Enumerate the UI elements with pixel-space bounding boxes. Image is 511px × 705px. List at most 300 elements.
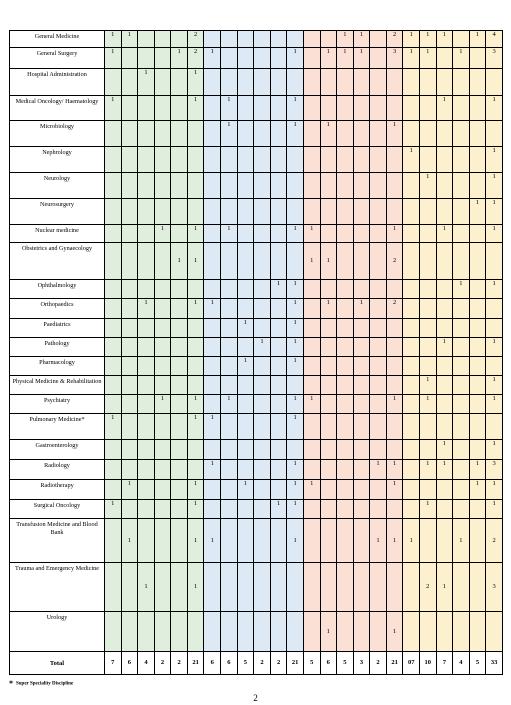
count-cell: 1 bbox=[436, 96, 453, 121]
table-row bbox=[10, 69, 503, 96]
count-cell: 1 bbox=[419, 376, 436, 395]
count-cell bbox=[154, 173, 171, 199]
count-cell bbox=[154, 280, 171, 299]
count-cell bbox=[337, 199, 354, 225]
count-cell bbox=[436, 199, 453, 225]
count-cell bbox=[403, 280, 420, 299]
count-cell bbox=[436, 357, 453, 376]
count-cell: 1 bbox=[386, 225, 403, 243]
count-cell bbox=[436, 319, 453, 338]
discipline-name: Gastroenterology bbox=[10, 440, 105, 460]
discipline-name: Transfusion Medicine and Blood Bank bbox=[10, 519, 105, 563]
count-cell bbox=[403, 480, 420, 500]
count-cell bbox=[453, 121, 470, 147]
count-cell bbox=[154, 460, 171, 480]
count-cell bbox=[171, 357, 188, 376]
count-cell bbox=[353, 357, 370, 376]
count-cell bbox=[370, 563, 387, 612]
count-cell bbox=[204, 376, 221, 395]
count-cell bbox=[287, 31, 304, 48]
count-cell bbox=[254, 440, 271, 460]
count-cell bbox=[469, 299, 486, 319]
count-cell bbox=[370, 147, 387, 173]
count-cell bbox=[386, 338, 403, 357]
footnote-star: * bbox=[9, 679, 13, 688]
count-cell: 1 bbox=[187, 500, 204, 519]
count-cell bbox=[386, 376, 403, 395]
count-cell bbox=[221, 440, 238, 460]
count-cell bbox=[469, 319, 486, 338]
count-cell bbox=[337, 480, 354, 500]
count-cell: 2 bbox=[386, 243, 403, 280]
count-cell: 1 bbox=[187, 480, 204, 500]
count-cell: 1 bbox=[436, 563, 453, 612]
count-cell: 1 bbox=[436, 460, 453, 480]
count-cell bbox=[353, 395, 370, 414]
count-cell bbox=[187, 460, 204, 480]
count-cell bbox=[303, 338, 320, 357]
count-cell bbox=[353, 440, 370, 460]
count-cell: 1 bbox=[204, 299, 221, 319]
count-cell bbox=[469, 563, 486, 612]
discipline-name: Psychiatry bbox=[10, 395, 105, 414]
count-cell: 1 bbox=[221, 96, 238, 121]
footnote-text: Super Speciality Discipline bbox=[16, 681, 74, 687]
count-cell bbox=[453, 480, 470, 500]
count-cell: 1 bbox=[154, 225, 171, 243]
count-cell bbox=[320, 414, 337, 440]
table-row bbox=[10, 338, 503, 357]
total-cell: 7 bbox=[436, 652, 453, 675]
count-cell bbox=[171, 199, 188, 225]
count-cell bbox=[469, 519, 486, 563]
count-cell bbox=[270, 199, 287, 225]
count-cell: 1 bbox=[287, 96, 304, 121]
count-cell bbox=[154, 69, 171, 96]
count-cell: 3 bbox=[486, 563, 503, 612]
count-cell bbox=[121, 173, 138, 199]
count-cell bbox=[453, 376, 470, 395]
total-cell: 2 bbox=[254, 652, 271, 675]
count-cell bbox=[403, 395, 420, 414]
count-cell: 1 bbox=[254, 338, 271, 357]
count-cell bbox=[436, 147, 453, 173]
count-cell bbox=[138, 440, 155, 460]
count-cell bbox=[303, 147, 320, 173]
count-cell bbox=[254, 460, 271, 480]
count-cell bbox=[486, 414, 503, 440]
count-cell bbox=[320, 376, 337, 395]
count-cell: 1 bbox=[419, 395, 436, 414]
count-cell bbox=[287, 173, 304, 199]
count-cell bbox=[320, 440, 337, 460]
table-row bbox=[10, 96, 503, 121]
count-cell: 1 bbox=[419, 31, 436, 48]
count-cell: 1 bbox=[353, 31, 370, 48]
count-cell bbox=[171, 121, 188, 147]
count-cell bbox=[221, 460, 238, 480]
count-cell bbox=[237, 563, 254, 612]
count-cell bbox=[486, 299, 503, 319]
count-cell bbox=[171, 69, 188, 96]
count-cell: 1 bbox=[386, 460, 403, 480]
count-cell bbox=[121, 48, 138, 69]
total-cell: 2 bbox=[171, 652, 188, 675]
count-cell: 1 bbox=[320, 612, 337, 652]
count-cell bbox=[105, 199, 122, 225]
count-cell bbox=[419, 121, 436, 147]
count-cell: 2 bbox=[386, 31, 403, 48]
count-cell bbox=[370, 414, 387, 440]
count-cell: 1 bbox=[187, 414, 204, 440]
count-cell: 1 bbox=[204, 460, 221, 480]
count-cell bbox=[419, 243, 436, 280]
count-cell: 1 bbox=[486, 395, 503, 414]
count-cell bbox=[204, 319, 221, 338]
count-cell bbox=[303, 199, 320, 225]
count-cell: 1 bbox=[486, 147, 503, 173]
count-cell bbox=[353, 199, 370, 225]
count-cell: 1 bbox=[187, 395, 204, 414]
count-cell bbox=[469, 440, 486, 460]
count-cell bbox=[419, 440, 436, 460]
count-cell: 1 bbox=[121, 519, 138, 563]
count-cell bbox=[303, 173, 320, 199]
count-cell bbox=[270, 147, 287, 173]
count-cell bbox=[469, 243, 486, 280]
table-row bbox=[10, 414, 503, 440]
count-cell bbox=[419, 299, 436, 319]
count-cell: 1 bbox=[469, 460, 486, 480]
count-cell bbox=[337, 440, 354, 460]
count-cell bbox=[453, 395, 470, 414]
count-cell: 1 bbox=[303, 395, 320, 414]
count-cell bbox=[105, 612, 122, 652]
discipline-name: Microbiology bbox=[10, 121, 105, 147]
count-cell bbox=[303, 612, 320, 652]
count-cell bbox=[270, 563, 287, 612]
count-cell bbox=[187, 121, 204, 147]
count-cell bbox=[337, 243, 354, 280]
discipline-name: Surgical Oncology bbox=[10, 500, 105, 519]
count-cell bbox=[436, 612, 453, 652]
count-cell bbox=[287, 243, 304, 280]
total-cell: 2 bbox=[154, 652, 171, 675]
count-cell: 1 bbox=[386, 612, 403, 652]
count-cell: 1 bbox=[320, 121, 337, 147]
count-cell bbox=[138, 414, 155, 440]
count-cell bbox=[270, 338, 287, 357]
count-cell bbox=[138, 48, 155, 69]
count-cell: 1 bbox=[204, 519, 221, 563]
count-cell bbox=[337, 414, 354, 440]
count-cell bbox=[138, 612, 155, 652]
count-cell bbox=[453, 31, 470, 48]
count-cell bbox=[221, 48, 238, 69]
count-cell: 1 bbox=[436, 31, 453, 48]
table-row bbox=[10, 440, 503, 460]
count-cell bbox=[453, 96, 470, 121]
count-cell bbox=[121, 243, 138, 280]
count-cell bbox=[353, 500, 370, 519]
count-cell bbox=[337, 519, 354, 563]
count-cell bbox=[469, 357, 486, 376]
count-cell bbox=[154, 338, 171, 357]
count-cell bbox=[403, 460, 420, 480]
count-cell bbox=[403, 96, 420, 121]
discipline-name: Nephrology bbox=[10, 147, 105, 173]
count-cell: 1 bbox=[270, 280, 287, 299]
count-cell bbox=[303, 121, 320, 147]
count-cell bbox=[204, 173, 221, 199]
count-cell bbox=[154, 31, 171, 48]
count-cell bbox=[436, 173, 453, 199]
count-cell bbox=[171, 96, 188, 121]
count-cell: 1 bbox=[138, 299, 155, 319]
discipline-name: Paediatrics bbox=[10, 319, 105, 338]
count-cell bbox=[403, 121, 420, 147]
count-cell bbox=[287, 563, 304, 612]
table-row bbox=[10, 319, 503, 338]
discipline-name: Neurosurgery bbox=[10, 199, 105, 225]
count-cell bbox=[353, 414, 370, 440]
count-cell bbox=[204, 147, 221, 173]
count-cell bbox=[187, 357, 204, 376]
count-cell bbox=[121, 395, 138, 414]
count-cell bbox=[370, 612, 387, 652]
count-cell bbox=[320, 519, 337, 563]
count-cell bbox=[370, 299, 387, 319]
count-cell bbox=[320, 225, 337, 243]
count-cell bbox=[403, 563, 420, 612]
count-cell: 1 bbox=[287, 225, 304, 243]
total-cell: 10 bbox=[419, 652, 436, 675]
table-row bbox=[10, 31, 503, 48]
count-cell: 1 bbox=[486, 225, 503, 243]
count-cell bbox=[486, 243, 503, 280]
count-cell: 1 bbox=[486, 338, 503, 357]
count-cell: 1 bbox=[386, 480, 403, 500]
count-cell bbox=[187, 376, 204, 395]
count-cell bbox=[403, 299, 420, 319]
count-cell bbox=[221, 69, 238, 96]
count-cell bbox=[270, 319, 287, 338]
count-cell: 1 bbox=[187, 243, 204, 280]
count-cell bbox=[469, 173, 486, 199]
count-cell bbox=[370, 31, 387, 48]
total-cell: 5 bbox=[469, 652, 486, 675]
table-row bbox=[10, 519, 503, 563]
count-cell bbox=[320, 69, 337, 96]
count-cell bbox=[320, 319, 337, 338]
count-cell bbox=[469, 147, 486, 173]
count-cell bbox=[121, 225, 138, 243]
count-cell bbox=[221, 414, 238, 440]
count-cell: 1 bbox=[436, 440, 453, 460]
count-cell bbox=[105, 357, 122, 376]
count-cell bbox=[453, 299, 470, 319]
count-cell bbox=[403, 376, 420, 395]
count-cell bbox=[254, 612, 271, 652]
count-cell: 1 bbox=[121, 480, 138, 500]
count-cell bbox=[436, 48, 453, 69]
count-cell bbox=[204, 31, 221, 48]
count-cell: 1 bbox=[187, 69, 204, 96]
count-cell bbox=[171, 460, 188, 480]
count-cell bbox=[187, 199, 204, 225]
count-cell bbox=[337, 563, 354, 612]
count-cell bbox=[254, 395, 271, 414]
count-cell bbox=[270, 395, 287, 414]
count-cell bbox=[154, 243, 171, 280]
count-cell bbox=[105, 319, 122, 338]
count-cell bbox=[254, 199, 271, 225]
count-cell: 1 bbox=[436, 338, 453, 357]
count-cell bbox=[237, 173, 254, 199]
count-cell bbox=[221, 376, 238, 395]
count-cell bbox=[171, 31, 188, 48]
count-cell bbox=[171, 280, 188, 299]
count-cell bbox=[303, 357, 320, 376]
count-cell: 1 bbox=[303, 480, 320, 500]
count-cell bbox=[453, 243, 470, 280]
count-cell bbox=[171, 612, 188, 652]
count-cell: 2 bbox=[419, 563, 436, 612]
count-cell bbox=[386, 280, 403, 299]
count-cell bbox=[419, 280, 436, 299]
count-cell bbox=[154, 414, 171, 440]
count-cell bbox=[337, 280, 354, 299]
count-cell bbox=[138, 280, 155, 299]
count-cell bbox=[353, 612, 370, 652]
count-cell: 1 bbox=[187, 225, 204, 243]
count-cell bbox=[138, 376, 155, 395]
count-cell bbox=[403, 500, 420, 519]
count-cell bbox=[204, 225, 221, 243]
count-cell: 1 bbox=[386, 395, 403, 414]
count-cell bbox=[436, 414, 453, 440]
count-cell bbox=[138, 31, 155, 48]
count-cell bbox=[337, 69, 354, 96]
count-cell bbox=[270, 48, 287, 69]
count-cell bbox=[121, 299, 138, 319]
count-cell bbox=[320, 147, 337, 173]
count-cell bbox=[386, 69, 403, 96]
count-cell bbox=[138, 199, 155, 225]
count-cell bbox=[187, 319, 204, 338]
count-cell bbox=[353, 96, 370, 121]
count-cell bbox=[221, 319, 238, 338]
count-cell bbox=[254, 500, 271, 519]
count-cell bbox=[171, 563, 188, 612]
count-cell: 1 bbox=[204, 48, 221, 69]
count-cell bbox=[270, 440, 287, 460]
count-cell bbox=[171, 147, 188, 173]
count-cell: 1 bbox=[287, 319, 304, 338]
count-cell bbox=[121, 414, 138, 440]
discipline-name: Hospital Administration bbox=[10, 69, 105, 96]
total-cell: 5 bbox=[303, 652, 320, 675]
count-cell bbox=[221, 519, 238, 563]
count-cell: 1 bbox=[105, 500, 122, 519]
count-cell: 1 bbox=[287, 48, 304, 69]
count-cell: 1 bbox=[287, 280, 304, 299]
count-cell: 1 bbox=[287, 414, 304, 440]
count-cell bbox=[138, 395, 155, 414]
count-cell bbox=[303, 563, 320, 612]
count-cell bbox=[121, 563, 138, 612]
count-cell bbox=[254, 225, 271, 243]
count-cell bbox=[303, 500, 320, 519]
total-row bbox=[10, 652, 503, 675]
count-cell bbox=[403, 319, 420, 338]
table-row bbox=[10, 612, 503, 652]
count-cell bbox=[337, 96, 354, 121]
count-cell bbox=[287, 376, 304, 395]
count-cell bbox=[320, 460, 337, 480]
count-cell bbox=[237, 500, 254, 519]
count-cell: 1 bbox=[469, 199, 486, 225]
count-cell: 1 bbox=[105, 31, 122, 48]
count-cell: 1 bbox=[320, 48, 337, 69]
count-cell bbox=[204, 243, 221, 280]
table-row bbox=[10, 395, 503, 414]
count-cell bbox=[237, 395, 254, 414]
count-cell bbox=[121, 460, 138, 480]
count-cell bbox=[237, 519, 254, 563]
table-row bbox=[10, 480, 503, 500]
count-cell bbox=[237, 225, 254, 243]
count-cell: 1 bbox=[337, 31, 354, 48]
count-cell bbox=[337, 121, 354, 147]
count-cell bbox=[370, 376, 387, 395]
count-cell: 1 bbox=[287, 395, 304, 414]
count-cell bbox=[337, 395, 354, 414]
count-cell bbox=[436, 243, 453, 280]
count-cell bbox=[138, 319, 155, 338]
count-cell bbox=[154, 519, 171, 563]
count-cell bbox=[370, 173, 387, 199]
count-cell bbox=[254, 121, 271, 147]
count-cell: 1 bbox=[403, 519, 420, 563]
count-cell bbox=[204, 480, 221, 500]
count-cell bbox=[303, 96, 320, 121]
count-cell bbox=[138, 500, 155, 519]
count-cell bbox=[254, 96, 271, 121]
count-cell bbox=[370, 357, 387, 376]
count-cell bbox=[337, 225, 354, 243]
count-cell bbox=[403, 612, 420, 652]
count-cell bbox=[204, 199, 221, 225]
count-cell bbox=[221, 338, 238, 357]
count-cell bbox=[370, 319, 387, 338]
count-cell: 1 bbox=[187, 519, 204, 563]
count-cell bbox=[303, 414, 320, 440]
count-cell bbox=[403, 199, 420, 225]
count-cell bbox=[436, 376, 453, 395]
count-cell bbox=[353, 563, 370, 612]
discipline-name: Physical Medicine & Rehabilitation bbox=[10, 376, 105, 395]
count-cell bbox=[436, 69, 453, 96]
count-cell bbox=[453, 414, 470, 440]
count-cell bbox=[370, 96, 387, 121]
discipline-name: General Surgery bbox=[10, 48, 105, 69]
count-cell bbox=[337, 147, 354, 173]
count-cell bbox=[138, 173, 155, 199]
count-cell: 1 bbox=[419, 500, 436, 519]
count-cell bbox=[221, 500, 238, 519]
count-cell bbox=[337, 173, 354, 199]
